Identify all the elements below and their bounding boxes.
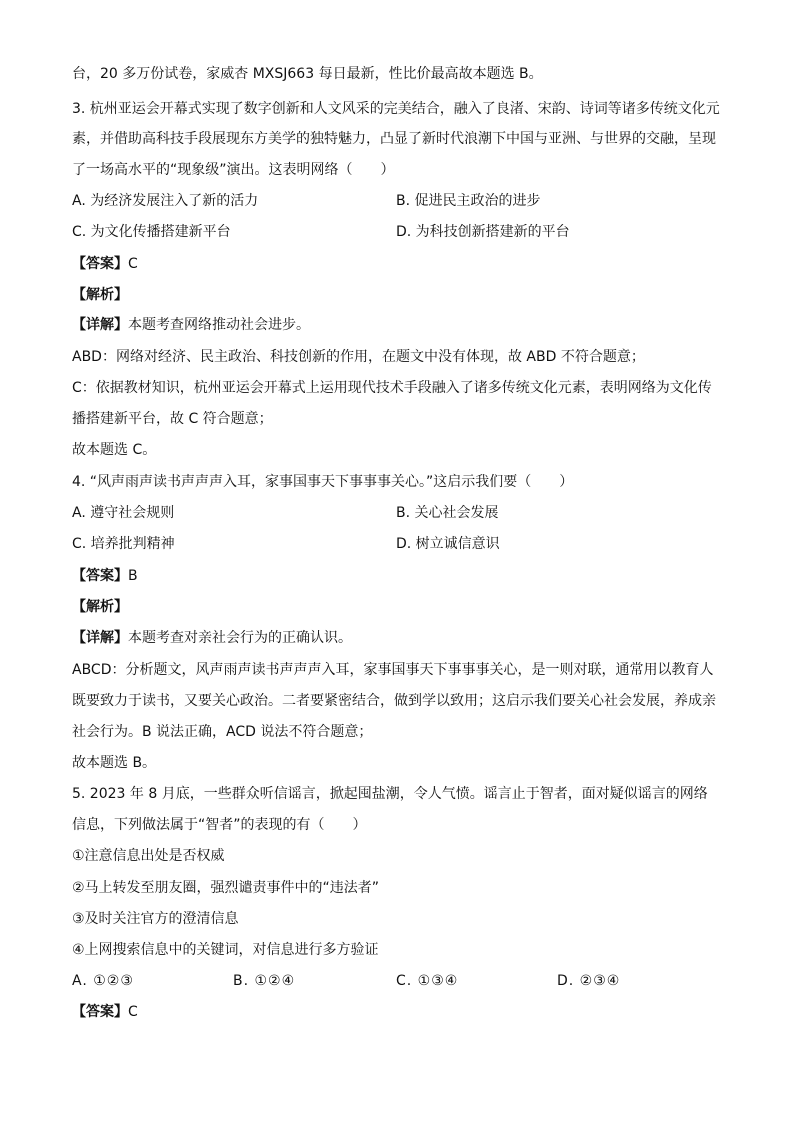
- question-3-explanation: ABD：网络对经济、民主政治、科技创新的作用，在题文中没有体现，故 ABD 不符合题意；: [72, 349, 645, 365]
- question-4-option-a: A. 遵守社会规则: [72, 505, 175, 521]
- question-3-option-d: D. 为科技创新搭建新的平台: [396, 224, 570, 240]
- question-5-statement-3: ③及时关注官方的澄清信息: [72, 911, 239, 927]
- answer-value: C: [128, 256, 138, 272]
- analysis-tag: 【解析】: [72, 599, 128, 615]
- question-5-option-b: B. ①②④: [233, 973, 296, 989]
- question-5-option-a: A. ①②③: [72, 973, 134, 989]
- question-3-stem: 素，并借助高科技手段展现东方美学的独特魅力，凸显了新时代浪潮下中国与亚洲、与世界的交融，呈现: [72, 131, 716, 147]
- text-line: 台，20 多万份试卷，家威杏 MXSJ663 每日最新，性比价最高故本题选 B。: [72, 66, 543, 82]
- answer-tag: 【答案】: [72, 256, 128, 272]
- question-5-statement-4: ④上网搜索信息中的关键词，对信息进行多方验证: [72, 942, 379, 958]
- question-3-detail: [72, 314, 732, 336]
- question-5-statement-1: ①注意信息出处是否权威: [72, 848, 225, 864]
- answer-value: B: [128, 568, 138, 584]
- question-4-analysis-heading: [72, 596, 732, 618]
- question-3-option-c: C. 为文化传播搭建新平台: [72, 224, 231, 240]
- question-5-stem: 信息，下列做法属于“智者”的表现的有（ ）: [72, 817, 367, 833]
- question-5-stem: 5. 2023 年 8 月底，一些群众听信谣言，掀起囤盐潮，令人气愤。谣言止于智者，面对疑似谣言的网络: [72, 786, 708, 802]
- detail-text: 本题考查对亲社会行为的正确认识。: [128, 630, 352, 646]
- question-5-answer: [72, 1001, 732, 1023]
- question-4-conclusion: 故本题选 B。: [72, 755, 157, 771]
- question-4-option-b: B. 关心社会发展: [396, 505, 499, 521]
- question-3-option-b: B. 促进民主政治的进步: [396, 193, 541, 209]
- question-3-stem: 了一场高水平的“现象级”演出。这表明网络（ ）: [72, 162, 395, 178]
- question-3-explanation: 播搭建新平台，故 C 符合题意；: [72, 411, 273, 427]
- detail-tag: 【详解】: [72, 317, 128, 333]
- detail-text: 本题考查网络推动社会进步。: [128, 317, 310, 333]
- question-4-option-d: D. 树立诚信意识: [396, 536, 500, 552]
- detail-tag: 【详解】: [72, 630, 128, 646]
- question-4-stem: 4. “风声雨声读书声声声入耳，家事国事天下事事事关心。”这启示我们要（ ）: [72, 474, 574, 490]
- question-5-statement-2: ②马上转发至朋友圈，强烈谴责事件中的“违法者”: [72, 880, 380, 896]
- question-4-explanation: 既要致力于读书，又要关心政治。二者要紧密结合，做到学以致用；这启示我们要关心社会发展，养成亲: [72, 693, 716, 709]
- question-4-explanation: 社会行为。B 说法正确，ACD 说法不符合题意；: [72, 724, 373, 740]
- question-3-stem: 3. 杭州亚运会开幕式实现了数字创新和人文风采的完美结合，融入了良渚、宋韵、诗词等诸多传统文化元: [72, 101, 720, 117]
- question-4-detail: [72, 627, 732, 649]
- analysis-tag: 【解析】: [72, 287, 128, 303]
- question-3-conclusion: 故本题选 C。: [72, 442, 157, 458]
- question-3-option-a: A. 为经济发展注入了新的活力: [72, 193, 259, 209]
- question-4-option-c: C. 培养批判精神: [72, 536, 175, 552]
- question-3-analysis-heading: [72, 284, 732, 306]
- question-3-answer: [72, 253, 732, 275]
- question-5-option-d: D. ②③④: [557, 973, 621, 989]
- answer-tag: 【答案】: [72, 568, 128, 584]
- question-5-option-c: C. ①③④: [396, 973, 459, 989]
- answer-value: C: [128, 1004, 138, 1020]
- question-4-explanation: ABCD：分析题文，风声雨声读书声声声入耳，家事国事天下事事事关心，是一则对联，通常用以教育人: [72, 662, 714, 678]
- answer-tag: 【答案】: [72, 1004, 128, 1020]
- question-4-answer: [72, 565, 732, 587]
- question-3-explanation: C：依据教材知识，杭州亚运会开幕式上运用现代技术手段融入了诸多传统文化元素，表明网络为文化传: [72, 380, 712, 396]
